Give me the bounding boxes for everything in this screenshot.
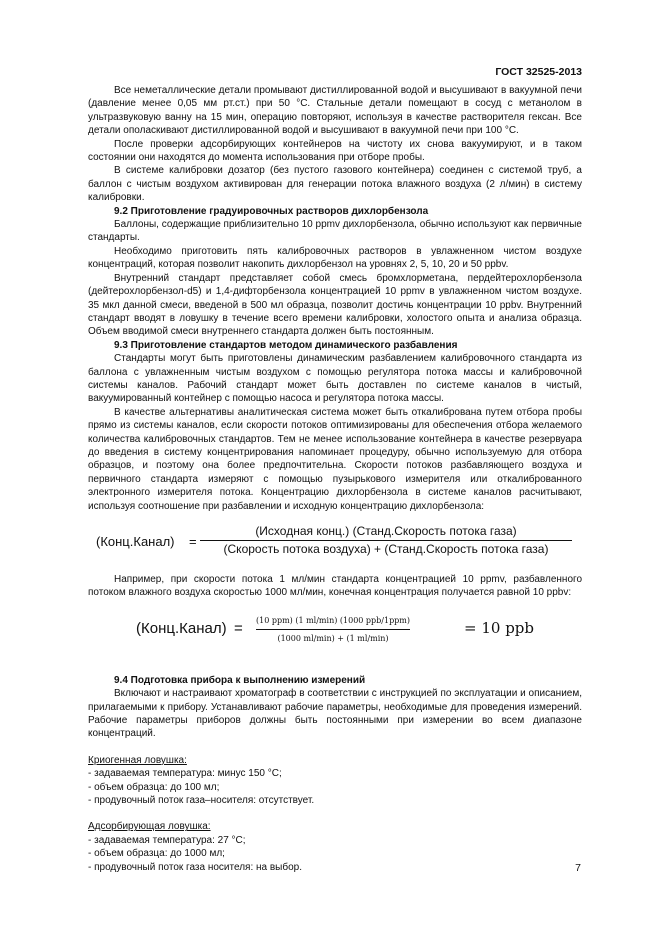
list-item: - объем образца: до 1000 мл; — [88, 848, 225, 860]
formula-result: = 10 ppb — [464, 618, 534, 637]
formula-example — [88, 610, 582, 658]
paragraph: Все неметаллические детали промывают дистиллированной водой и высушивают в вакуумной печи (давление менее 0,05 мм рт.ст.) при 50 °C. Стальные детали помещают в сосуд с метанолом в ультразвуковую ванну на 15 мин, операцию повторяют, используя в качестве растворителя гексан. Все детали ополаскивают дистиллированной водой и высушивают в вакуумной печи при 100 °C. — [88, 85, 582, 137]
body-text — [88, 84, 582, 874]
formula-denominator: (1000 ml/min) + (1 ml/min) — [277, 634, 389, 644]
paragraph: Включают и настраивают хроматограф в соответствии с инструкцией по эксплуатации и описанием, прилагаемыми к прибору. Устанавливают рабочие параметры, необходимые для проведения измерений. Рабочие параметры приборов должны быть постоянными при измерении во всем диапазоне концентраций. — [88, 688, 582, 740]
adsorbing-trap-block — [88, 820, 582, 874]
formula-dilution — [88, 521, 582, 567]
formula-numerator: (Исходная конц.) (Станд.Скорость потока газа) — [200, 525, 572, 541]
list-item: - задаваемая температура: минус 150 °C; — [88, 768, 282, 780]
formula-lhs: (Конц.Канал) — [136, 619, 227, 637]
paragraph: Стандарты могут быть приготовлены динамическим разбавлением калибровочного стандарта из баллона с увлажненным чистым воздухом с помощью регулятора потока массы и калибровочной системы каналов. Рабочий стандарт может быть доставлен по системе каналов в чистый, вакуумированный контейнер с помощью насоса и регулятора потока массы. — [88, 353, 582, 405]
formula-equals: = — [234, 619, 243, 637]
formula-denominator: (Скорость потока воздуха) + (Станд.Скорость потока газа) — [223, 542, 549, 557]
paragraph: В системе калибровки дозатор (без пустого газового контейнера) соединен с системой труб, а баллон с чистым воздухом активирован для генерации потока влажного воздуха (2 л/мин) в систему калибровки. — [88, 165, 582, 204]
paragraph: Внутренний стандарт представляет собой смесь бромхлорметана, пердейтерохлорбензола (дейтерохлорбензол-d5) и 1,4-дифторбензола концентрацией 10 ppmv в увлажненном чистом воздухе. 35 мкл данной смеси, введеной в 500 мл образца, позволит достичь концентрации 10 ppbv. Внутренний стандарт вводят в ловушку в течение всего времени калибровки, холостого опыта и анализа образца. Объем вводимой смеси внутреннего стандарта должен быть постоянным. — [88, 272, 582, 338]
section-heading-9-3: 9.3 Приготовление стандартов методом динамического разбавления — [114, 339, 458, 351]
adsorbing-trap-title: Адсорбирующая ловушка: — [88, 821, 211, 833]
formula-lhs: (Конц.Канал) — [96, 534, 175, 549]
cryo-trap-title: Криогенная ловушка: — [88, 754, 187, 766]
paragraph: В качестве альтернативы аналитическая система может быть откалибрована путем отбора пробы прямо из системы каналов, если скорости потоков оптимизированы для обеспечения отбора желаемого количества калибровочных стандартов. Тем не менее использование контейнера в качестве резервуара до введения в систему концентрирования напоминает процедуру, обычно используемую для отбора образцов, и поэтому она более предпочтительна. Скорости потоков разбавляющего воздуха и первичного стандарта измеряют с помощью пузырькового измерителя или откалиброванного электронного измерителя потока. Концентрацию дихлорбензола в системе каналов расчитывают, используя соотношение при разбавлении и исходную концентрацию дихлорбензола: — [88, 406, 582, 512]
paragraph: Необходимо приготовить пять калибровочных растворов в увлажненном чистом воздухе концентраций, которая позволит накопить дихлорбензол на уровнях 2, 5, 10, 20 и 50 ppbv. — [88, 245, 582, 271]
formula-numerator: (10 ppm) (1 ml/min) (1000 ppb/1ppm) — [256, 614, 410, 630]
list-item: - продувочный поток газа носителя: на выбор. — [88, 861, 302, 873]
cryo-trap-block — [88, 754, 582, 808]
formula-equals: = — [189, 534, 197, 549]
paragraph: После проверки адсорбирующих контейнеров на чистоту их снова вакуумируют, и в таком состоянии они находятся до момента использования при отборе пробы. — [88, 138, 582, 164]
page-number: 7 — [575, 862, 581, 874]
paragraph: Например, при скорости потока 1 мл/мин стандарта концентрацией 10 ppmv, разбавленного потоком влажного воздуха скоростью 1000 мл/мин, конечная концентрация получается равной 10 ppbv: — [88, 574, 582, 599]
list-item: - задаваемая температура: 27 °C; — [88, 834, 246, 846]
paragraph: Баллоны, содержащие приблизительно 10 ppmv дихлорбензола, обычно используют как первичные стандарты. — [88, 219, 582, 244]
formula-fraction — [256, 614, 410, 646]
formula-fraction — [200, 525, 572, 557]
section-heading-9-4: 9.4 Подготовка прибора к выполнению измерений — [114, 674, 366, 686]
list-item: - продувочный поток газа–носителя: отсутствует. — [88, 795, 315, 807]
section-heading-9-2: 9.2 Приготовление градуировочных растворов дихлорбензола — [114, 205, 429, 217]
standard-code: ГОСТ 32525-2013 — [495, 66, 582, 78]
list-item: - объем образца: до 100 мл; — [88, 781, 220, 793]
